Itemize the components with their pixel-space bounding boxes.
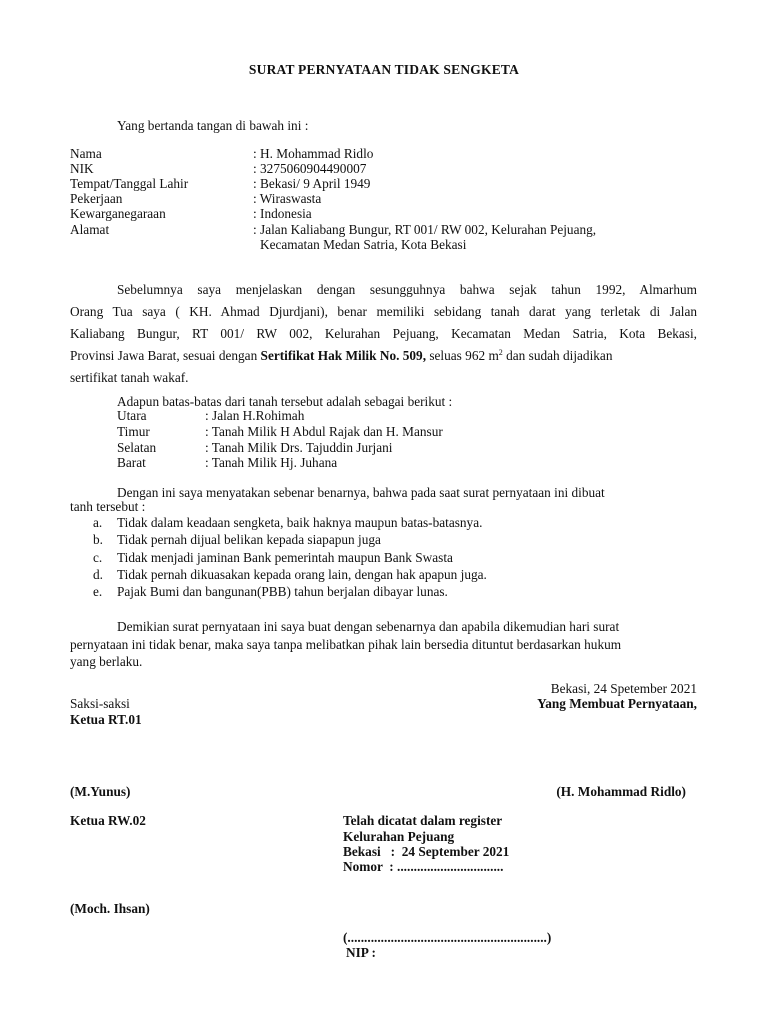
register-line2: Kelurahan Pejuang bbox=[343, 829, 455, 844]
rt-name: (M.Yunus) bbox=[70, 784, 131, 799]
border-value-selatan: : Tanah Milik Drs. Tajuddin Jurjani bbox=[205, 440, 393, 455]
register-line1: Telah dicatat dalam register bbox=[343, 813, 503, 828]
rw-name: (Moch. Ihsan) bbox=[70, 901, 150, 916]
identity-label-nik: NIK bbox=[70, 161, 94, 176]
document-title: SURAT PERNYATAAN TIDAK SENGKETA bbox=[248, 62, 520, 77]
place-date: Bekasi, 24 Spetember 2021 bbox=[550, 681, 697, 696]
identity-value-alamat-line2: Kecamatan Medan Satria, Kota Bekasi bbox=[260, 237, 467, 252]
identity-label-nama: Nama bbox=[70, 146, 102, 161]
statement-line1: Dengan ini saya menyatakan sebenar benarnya, bahwa pada saat surat pernyataan ini dibuat bbox=[117, 485, 605, 500]
closing-line2: pernyataan ini tidak benar, maka saya tanpa melibatkan pihak lain bersedia dituntut berdasarkan hukum bbox=[70, 637, 622, 652]
border-value-timur: : Tanah Milik H Abdul Rajak dan H. Mansur bbox=[205, 424, 443, 439]
register-date: Bekasi : 24 September 2021 bbox=[343, 844, 510, 859]
border-label-timur: Timur bbox=[117, 424, 150, 439]
closing-line3: yang berlaku. bbox=[70, 654, 143, 669]
paragraph1-line4-end: dan sudah dijadikan bbox=[502, 348, 613, 363]
statement-marker-d: d. bbox=[93, 567, 103, 582]
paragraph1-line1: Sebelumnya saya menjelaskan dengan sesungguhnya bahwa sejak tahun 1992, Almarhum bbox=[117, 282, 697, 297]
official-name-placeholder: (............................................................) bbox=[343, 930, 552, 945]
border-label-barat: Barat bbox=[117, 455, 146, 470]
statement-item-a: Tidak dalam keadaan sengketa, baik haknya maupun batas-batasnya. bbox=[117, 515, 483, 530]
witnesses-label: Saksi-saksi bbox=[70, 696, 130, 711]
maker-title: Yang Membuat Pernyataan, bbox=[537, 696, 697, 711]
certificate-number: Sertifikat Hak Milik No. 509, bbox=[260, 348, 427, 363]
identity-value-pekerjaan: : Wiraswasta bbox=[253, 191, 322, 206]
border-label-utara: Utara bbox=[117, 408, 147, 423]
register-number: Nomor : ................................ bbox=[343, 859, 504, 874]
identity-value-ttl: : Bekasi/ 9 April 1949 bbox=[253, 176, 371, 191]
identity-label-ttl: Tempat/Tanggal Lahir bbox=[70, 176, 189, 191]
statement-marker-a: a. bbox=[93, 515, 103, 530]
paragraph1-line5: sertifikat tanah wakaf. bbox=[70, 370, 189, 385]
statement-marker-c: c. bbox=[93, 550, 103, 565]
rw-title: Ketua RW.02 bbox=[70, 813, 146, 828]
paragraph1-line4-post: seluas 962 m bbox=[426, 348, 499, 363]
paragraph1-line3: Kaliabang Bungur, RT 001/ RW 002, Kelurahan Pejuang, Kecamatan Medan Satria, Kota Bekasi, bbox=[70, 326, 697, 341]
paragraph1-line4 bbox=[70, 348, 697, 364]
identity-value-nama: : H. Mohammad Ridlo bbox=[253, 146, 374, 161]
nip-label: NIP : bbox=[346, 945, 376, 960]
maker-name: (H. Mohammad Ridlo) bbox=[556, 784, 686, 799]
closing-line1: Demikian surat pernyataan ini saya buat dengan sebenarnya dan apabila dikemudian hari surat bbox=[117, 619, 620, 634]
statement-item-d: Tidak pernah dikuasakan kepada orang lain, dengan hak apapun juga. bbox=[117, 567, 487, 582]
statement-item-b: Tidak pernah dijual belikan kepada siapapun juga bbox=[117, 532, 381, 547]
statement-line2: tanh tersebut : bbox=[70, 499, 146, 514]
identity-label-alamat: Alamat bbox=[70, 222, 110, 237]
paragraph1-line4-pre: Provinsi Jawa Barat, sesuai dengan bbox=[70, 348, 261, 363]
identity-label-pekerjaan: Pekerjaan bbox=[70, 191, 123, 206]
border-label-selatan: Selatan bbox=[117, 440, 157, 455]
statement-marker-b: b. bbox=[93, 532, 103, 547]
paragraph1-line2: Orang Tua saya ( KH. Ahmad Djurdjani), benar memiliki sebidang tanah darat yang terletak di Jalan bbox=[70, 304, 697, 319]
border-value-utara: : Jalan H.Rohimah bbox=[205, 408, 305, 423]
statement-item-c: Tidak menjadi jaminan Bank pemerintah maupun Bank Swasta bbox=[117, 550, 453, 565]
rt-title: Ketua RT.01 bbox=[70, 712, 142, 727]
identity-value-kewarganegaraan: : Indonesia bbox=[253, 206, 312, 221]
border-value-barat: : Tanah Milik Hj. Juhana bbox=[205, 455, 338, 470]
identity-value-alamat: : Jalan Kaliabang Bungur, RT 001/ RW 002, Kelurahan Pejuang, bbox=[253, 222, 597, 237]
intro-text: Yang bertanda tangan di bawah ini : bbox=[117, 118, 309, 133]
square-superscript: 2 bbox=[498, 348, 503, 357]
statement-item-e: Pajak Bumi dan bangunan(PBB) tahun berjalan dibayar lunas. bbox=[117, 584, 448, 599]
statement-marker-e: e. bbox=[93, 584, 103, 599]
borders-intro: Adapun batas-batas dari tanah tersebut adalah sebagai berikut : bbox=[117, 394, 453, 409]
identity-label-kewarganegaraan: Kewarganegaraan bbox=[70, 206, 166, 221]
identity-value-nik: : 3275060904490007 bbox=[253, 161, 367, 176]
